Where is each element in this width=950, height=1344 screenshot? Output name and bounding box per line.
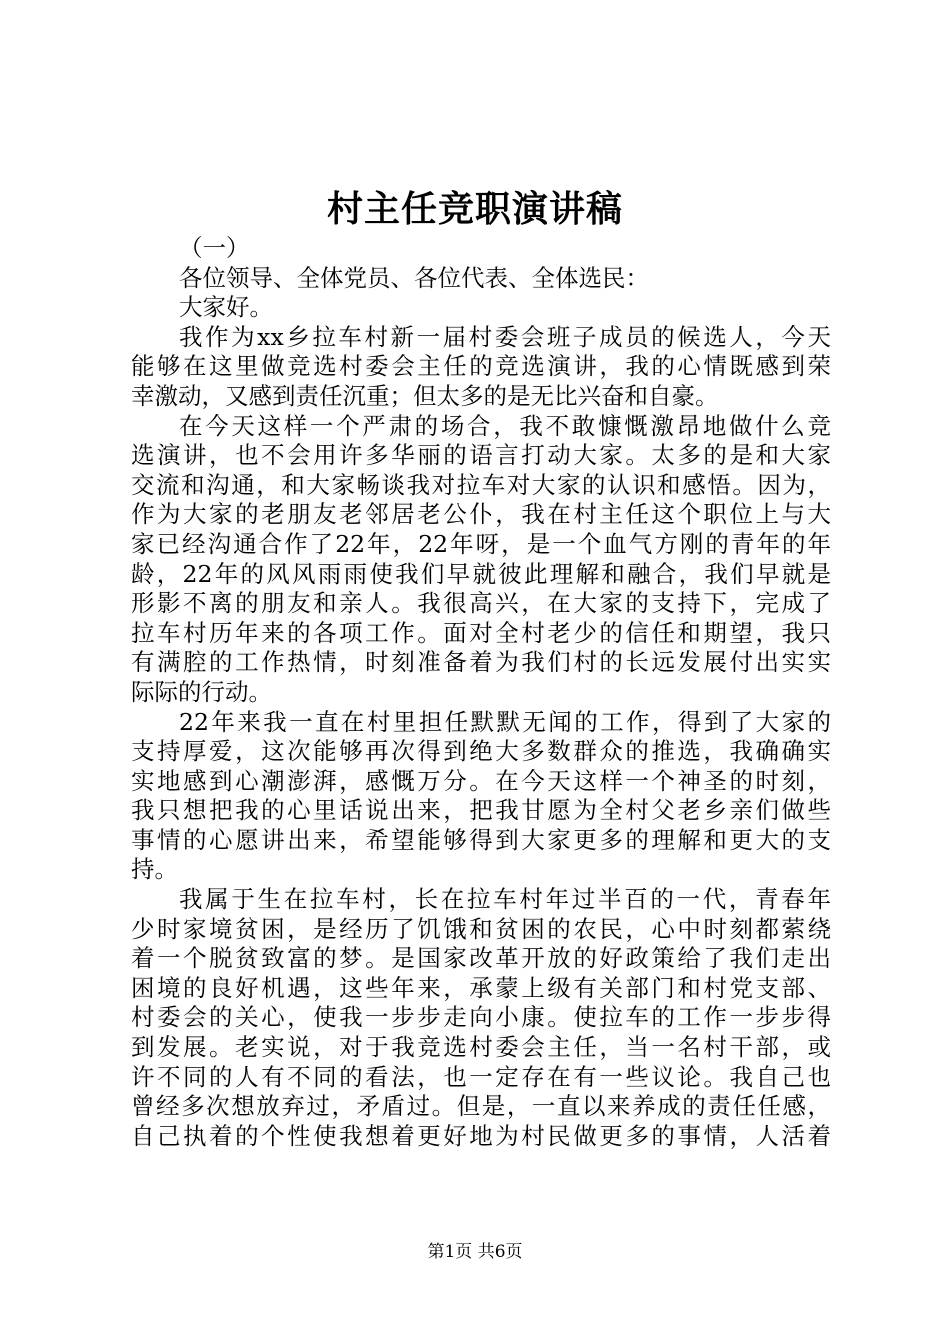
text-line: 家已经沟通合作了22年，22年呀，是一个血气方刚的青年的年 (131, 529, 831, 558)
text-line: 实地感到心潮澎湃，感慨万分。在今天这样一个神圣的时刻， (131, 766, 831, 795)
text-line: 事情的心愿讲出来，希望能够得到大家更多的理解和更大的支 (131, 825, 831, 854)
text-line: 形影不离的朋友和亲人。我很高兴，在大家的支持下，完成了 (131, 589, 831, 618)
text-line: 支持厚爱，这次能够再次得到绝大多数群众的推选，我确确实 (131, 737, 831, 766)
text-line: 22年来我一直在村里担任默默无闻的工作，得到了大家的 (179, 707, 831, 736)
text-line: 幸激动，又感到责任沉重；但太多的是无比兴奋和自豪。 (131, 381, 719, 410)
text-line: 许不同的人有不同的看法，也一定存在有一些议论。我自己也 (131, 1062, 831, 1091)
page-footer: 第1页 共6页 (427, 1242, 523, 1262)
text-line: 持。 (131, 855, 178, 884)
text-line: 村委会的关心，使我一步步走向小康。使拉车的工作一步步得 (131, 1003, 831, 1032)
document-body (131, 234, 831, 1151)
text-line: 际际的行动。 (131, 677, 272, 706)
text-line: 困境的良好机遇，这些年来，承蒙上级有关部门和村党支部、 (131, 973, 831, 1002)
text-line: 龄，22年的风风雨雨使我们早就彼此理解和融合，我们早就是 (131, 559, 831, 588)
text-line: 在今天这样一个严肃的场合，我不敢慷慨激昂地做什么竞 (179, 411, 831, 440)
text-line: 选演讲，也不会用许多华丽的语言打动大家。太多的是和大家 (131, 441, 831, 470)
text-line: 大家好。 (179, 293, 273, 322)
text-line: 自己执着的个性使我想着更好地为村民做更多的事情，人活着 (131, 1121, 831, 1150)
text-line: 能够在这里做竞选村委会主任的竞选演讲，我的心情既感到荣 (131, 352, 831, 381)
text-line: 我只想把我的心里话说出来，把我甘愿为全村父老乡亲们做些 (131, 796, 831, 825)
text-line: 曾经多次想放弃过，矛盾过。但是，一直以来养成的责任任感， (131, 1092, 831, 1121)
text-line: （一） (179, 234, 250, 262)
text-line: 到发展。老实说，对于我竞选村委会主任，当一名村干部，或 (131, 1033, 831, 1062)
text-line: 少时家境贫困，是经历了饥饿和贫困的农民，心中时刻都萦绕 (131, 914, 831, 943)
text-line: 各位领导、全体党员、各位代表、全体选民： (179, 263, 649, 292)
text-line: 拉车村历年来的各项工作。面对全村老少的信任和期望，我只 (131, 618, 831, 647)
text-line: 有满腔的工作热情，时刻准备着为我们村的长远发展付出实实 (131, 648, 831, 677)
text-line: 着一个脱贫致富的梦。是国家改革开放的好政策给了我们走出 (131, 944, 831, 973)
text-line: 我属于生在拉车村，长在拉车村年过半百的一代，青春年 (179, 885, 831, 914)
text-line: 交流和沟通，和大家畅谈我对拉车对大家的认识和感悟。因为， (131, 470, 831, 499)
text-line: 我作为xx乡拉车村新一届村委会班子成员的候选人，今天 (179, 322, 831, 351)
document-title: 村主任竞职演讲稿 (326, 188, 623, 230)
text-line: 作为大家的老朋友老邻居老公仆，我在村主任这个职位上与大 (131, 500, 831, 529)
